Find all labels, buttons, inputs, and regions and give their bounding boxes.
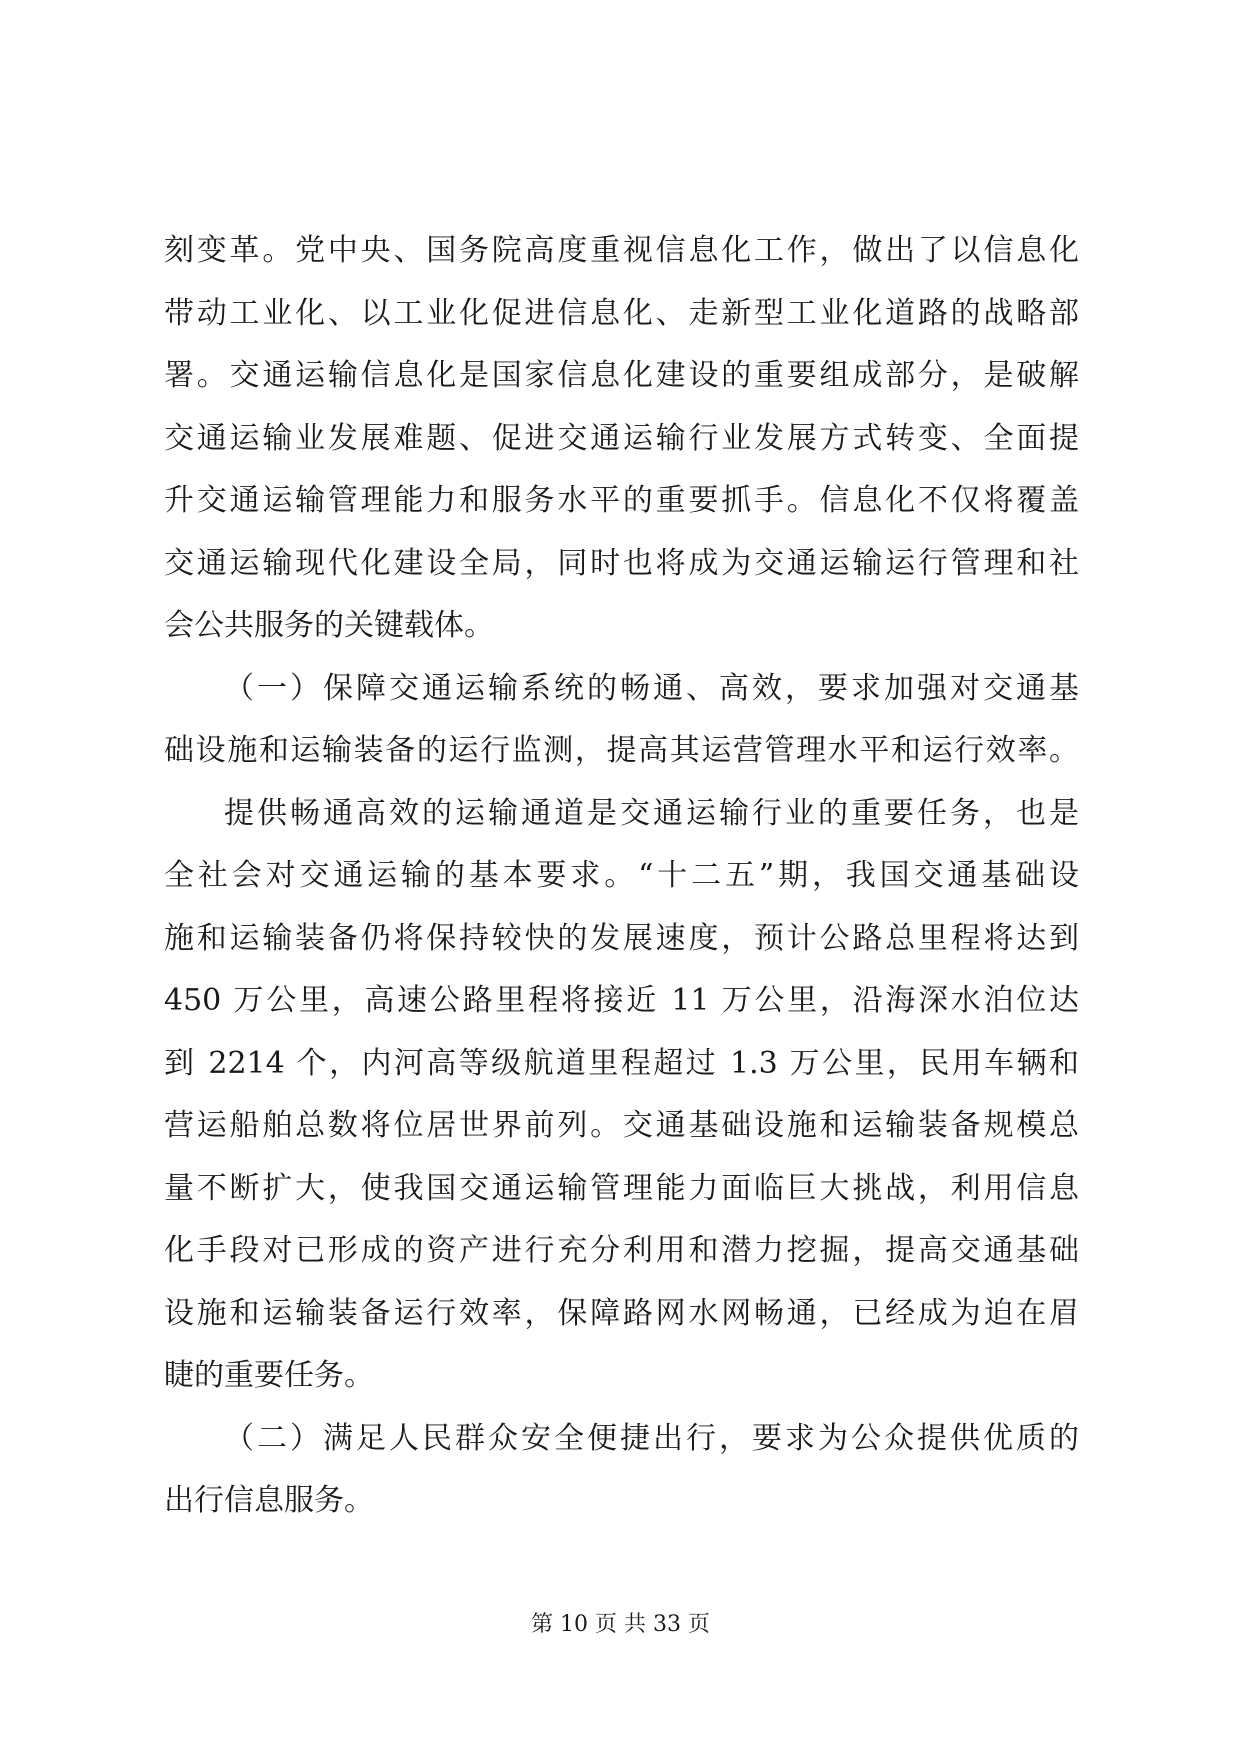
page-number-footer: 第 10 页 共 33 页 [531,1612,710,1637]
text-line: 化手段对已形成的资产进行充分利用和潜力挖掘，提高交通基础 [164,1233,1079,1268]
text-line: 到 2214 个，内河高等级航道里程超过 1.3 万公里，民用车辆和 [164,1045,1079,1081]
text-line: 署。交通运输信息化是国家信息化建设的重要组成部分，是破解 [164,358,1079,393]
text-line: 交通运输现代化建设全局，同时也将成为交通运输运行管理和社 [164,545,1079,581]
paragraph-4 [164,1408,1079,1533]
text-line: 带动工业化、以工业化促进信息化、走新型工业化道路的战略部 [164,295,1079,331]
paragraph-2 [164,658,1079,783]
paragraph-3 [164,783,1079,1408]
text-line: 会公共服务的关键载体。 [164,608,494,643]
text-line: 全社会对交通运输的基本要求。“十二五”期，我国交通基础设 [164,858,1079,893]
document-body [164,220,1079,1533]
text-line: 出行信息服务。 [164,1483,374,1518]
text-line: 设施和运输装备运行效率，保障路网水网畅通，已经成为迫在眉 [164,1295,1079,1331]
text-line: 础设施和运输装备的运行监测，提高其运营管理水平和运行效率。 [164,733,1079,768]
text-line: 营运船舶总数将位居世界前列。交通基础设施和运输装备规模总 [164,1108,1079,1143]
text-line: 升交通运输管理能力和服务水平的重要抓手。信息化不仅将覆盖 [164,483,1079,518]
text-line: 450 万公里，高速公路里程将接近 11 万公里，沿海深水泊位达 [164,983,1079,1018]
text-line: 睫的重要任务。 [164,1358,374,1393]
text-line: 交通运输业发展难题、促进交通运输行业发展方式转变、全面提 [164,420,1079,456]
text-line: 提供畅通高效的运输通道是交通运输行业的重要任务，也是 [224,795,1079,831]
paragraph-1 [164,220,1079,658]
text-line: 施和运输装备仍将保持较快的发展速度，预计公路总里程将达到 [164,920,1079,956]
text-line: 刻变革。党中央、国务院高度重视信息化工作，做出了以信息化 [164,233,1079,268]
text-line: 量不断扩大，使我国交通运输管理能力面临巨大挑战，利用信息 [164,1170,1079,1206]
text-line: （一）保障交通运输系统的畅通、高效，要求加强对交通基 [224,670,1079,706]
text-line: （二）满足人民群众安全便捷出行，要求为公众提供优质的 [224,1420,1079,1456]
